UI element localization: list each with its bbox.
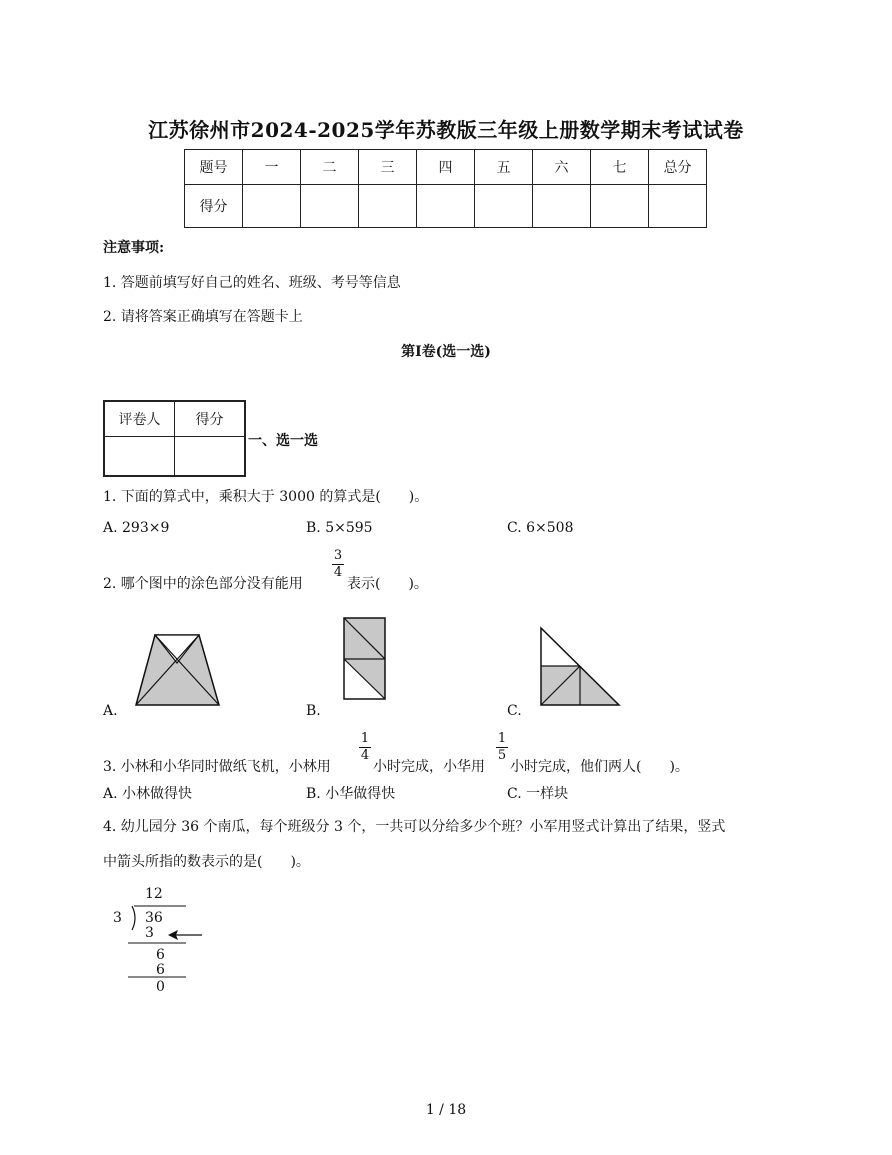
score-header-cell: 六 bbox=[533, 150, 591, 185]
grader-table bbox=[103, 400, 246, 477]
figure-a-label: A. bbox=[103, 703, 118, 719]
score-header-cell: 七 bbox=[591, 150, 649, 185]
score-label: 得分 bbox=[175, 401, 246, 437]
score-cell[interactable] bbox=[591, 185, 649, 228]
section-title: 一、选一选 bbox=[248, 433, 318, 449]
score-header-row bbox=[185, 150, 707, 185]
page-number: 1 / 18 bbox=[425, 1102, 467, 1118]
grader-label: 评卷人 bbox=[104, 401, 175, 437]
question-3-fraction-1 bbox=[359, 732, 371, 763]
question-1-option-b: B. 5×595 bbox=[306, 520, 373, 536]
notes-item: 2. 请将答案正确填写在答题卡上 bbox=[103, 309, 303, 325]
question-1-option-a: A. 293×9 bbox=[103, 520, 170, 536]
division-bracket bbox=[132, 906, 135, 930]
fraction-denominator: 4 bbox=[333, 565, 343, 580]
page-title: 江苏徐州市2024-2025学年苏教版三年级上册数学期末考试试卷 bbox=[148, 118, 744, 142]
volume-title: 第I卷(选一选) bbox=[401, 344, 491, 360]
score-header-cell: 四 bbox=[417, 150, 475, 185]
grader-score-cell[interactable] bbox=[175, 437, 246, 477]
division-divisor: 3 bbox=[113, 910, 122, 926]
figure-c-triangle bbox=[541, 628, 621, 706]
question-3-part-1: 3. 小林和小华同时做纸飞机，小林用 bbox=[103, 759, 331, 775]
figure-c-label: C. bbox=[507, 703, 522, 719]
score-header-cell: 一 bbox=[243, 150, 301, 185]
long-division bbox=[108, 886, 218, 996]
question-3-option-a: A. 小林做得快 bbox=[103, 786, 193, 802]
question-1-option-c: C. 6×508 bbox=[507, 520, 574, 536]
division-step-2: 6 bbox=[156, 947, 165, 963]
question-4-line-2: 中箭头所指的数表示的是( )。 bbox=[103, 854, 310, 870]
figure-b-label: B. bbox=[306, 703, 321, 719]
score-value-row bbox=[185, 185, 707, 228]
division-dividend: 36 bbox=[145, 910, 163, 926]
question-2-stem-start: 2. 哪个图中的涂色部分没有能用 bbox=[103, 576, 303, 592]
question-3-part-2: 小时完成，小华用 bbox=[373, 759, 485, 775]
score-cell[interactable] bbox=[417, 185, 475, 228]
score-cell[interactable] bbox=[301, 185, 359, 228]
score-cell[interactable] bbox=[533, 185, 591, 228]
score-header-cell: 二 bbox=[301, 150, 359, 185]
question-2-fraction bbox=[332, 549, 344, 580]
division-step-1: 3 bbox=[145, 925, 154, 941]
figure-a-trapezoid bbox=[136, 635, 220, 706]
fraction-denominator: 4 bbox=[360, 748, 370, 763]
question-3-fraction-2 bbox=[496, 732, 508, 763]
question-3-option-b: B. 小华做得快 bbox=[306, 786, 396, 802]
arrow-left-icon bbox=[166, 928, 206, 942]
score-header-cell: 总分 bbox=[649, 150, 707, 185]
question-1-stem: 1. 下面的算式中，乘积大于 3000 的算式是( )。 bbox=[103, 489, 429, 505]
grader-cell[interactable] bbox=[104, 437, 175, 477]
fraction-numerator: 1 bbox=[497, 731, 507, 746]
notes-heading: 注意事项: bbox=[103, 240, 165, 256]
notes-item: 1. 答题前填写好自己的姓名、班级、考号等信息 bbox=[103, 275, 401, 291]
division-step-3: 6 bbox=[156, 962, 165, 978]
score-table bbox=[184, 149, 707, 228]
question-4-line-1: 4. 幼儿园分 36 个南瓜，每个班级分 3 个，一共可以分给多少个班？小军用竖式计算出了结果，竖式 bbox=[103, 819, 726, 835]
score-cell[interactable] bbox=[359, 185, 417, 228]
score-row-label: 得分 bbox=[185, 185, 243, 228]
score-cell[interactable] bbox=[243, 185, 301, 228]
figure-b-rectangle bbox=[344, 618, 386, 700]
fraction-numerator: 3 bbox=[333, 548, 343, 563]
question-3-part-3: 小时完成，他们两人( )。 bbox=[510, 759, 689, 775]
score-cell[interactable] bbox=[649, 185, 707, 228]
score-header-cell: 题号 bbox=[185, 150, 243, 185]
score-cell[interactable] bbox=[475, 185, 533, 228]
fraction-denominator: 5 bbox=[497, 748, 507, 763]
score-header-cell: 五 bbox=[475, 150, 533, 185]
question-2-stem-end: 表示( )。 bbox=[347, 576, 428, 592]
fraction-numerator: 1 bbox=[360, 731, 370, 746]
division-remainder: 0 bbox=[156, 979, 165, 995]
score-header-cell: 三 bbox=[359, 150, 417, 185]
division-quotient: 12 bbox=[145, 886, 163, 902]
question-3-option-c: C. 一样块 bbox=[507, 786, 569, 802]
